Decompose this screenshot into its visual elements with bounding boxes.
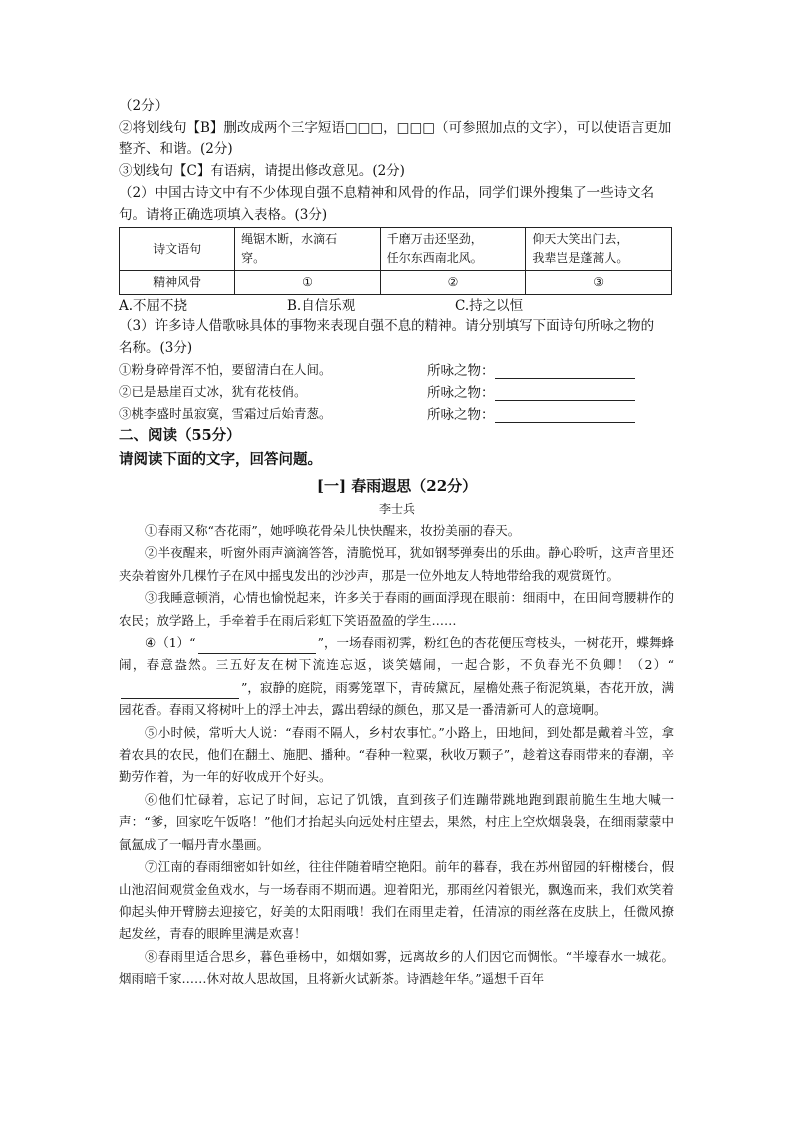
table-cell [235, 228, 381, 271]
option-b: B.自信乐观 [287, 298, 356, 314]
answer-blank[interactable] [495, 364, 635, 379]
poem-line: 绳锯木断，水滴石 [241, 232, 338, 246]
paragraph [119, 632, 674, 722]
question-text: 整齐、和谐。(2分) [119, 141, 233, 157]
paragraph: ⑧春雨里适合思乡，暮色垂杨中，如烟如雾，远离故乡的人们因它而惆怅。“半壕春水一城花。烟雨暗千家……休对故人思故国，且将新火试新茶。诗酒趁年华。”遥想千百年 [119, 948, 674, 987]
question-text: ③划线句【C】有语病，请提出修改意见。(2分) [119, 163, 405, 179]
paragraph-text: ④（1）“ [145, 635, 196, 651]
article-author: 李士兵 [378, 502, 415, 516]
answer-label: 所咏之物： [427, 385, 495, 401]
section-heading: 二、阅读（55分） [119, 427, 241, 444]
answer-field[interactable] [427, 403, 635, 423]
paragraph-text: ”，寂静的庭院，雨雾笼罩下，青砖黛瓦，屋檐处燕子衔泥筑巢，杏花开放，满园花香。春雨又将树叶上的浮土冲去，露出碧绿的颜色，那又是一番清新可人的意境啊。 [119, 679, 674, 718]
option-c: C.持之以恒 [455, 298, 524, 314]
answer-label: 所咏之物： [427, 363, 495, 379]
answer-blank[interactable] [495, 408, 635, 423]
question-text: 句。请将正确选项填入表格。(3分) [119, 207, 328, 223]
table-row [120, 228, 672, 271]
poem-line: ②已是悬崖百丈冰，犹有花枝俏。 [119, 384, 307, 399]
question-text: ②将划线句【B】删改成两个三字短语□□□，□□□（可参照加点的文字），可以使语言更加 [119, 120, 672, 136]
paragraph: ⑦江南的春雨细密如针如丝，往往伴随着晴空艳阳。前年的暮春，我在苏州留园的轩榭楼台，假山池沼间观赏金鱼戏水，与一场春雨不期而遇。迎着阳光，那雨丝闪着银光，飘逸而来，我们欢笑着仰起头伸开臂膀去迎接它，好美的太阳雨哦！我们在雨里走着，任清凉的雨丝落在皮肤上，任微风撩起发丝，青春的眼眸里满是欢喜！ [119, 859, 674, 942]
answer-label: 所咏之物： [427, 407, 495, 423]
question-text: （2）中国古诗文中有不少体现自强不息精神和风骨的作品，同学们课外搜集了一些诗文名 [119, 185, 655, 201]
score-note: （2分） [119, 98, 169, 114]
poem-line: ①粉身碎骨浑不怕，要留清白在人间。 [119, 362, 332, 377]
answer-cell[interactable]: ② [380, 271, 526, 295]
paragraph: ①春雨又称“杏花雨”，她呼唤花骨朵儿快快醒来，妆扮美丽的春天。 [145, 523, 521, 538]
paragraph-text: ”，一场春雨初霁，粉红色的杏花便压弯枝头，一树花开，蝶舞蜂闹，春意盎然。三五好友在树下流连忘返，谈笑嬉闹，一起合影，不负春光不负卿！（2）“ [119, 635, 674, 673]
poem-line: 我辈岂是蓬蒿人。 [532, 251, 629, 265]
poem-line: 仰天大笑出门去， [532, 232, 629, 246]
poem-line: 任尔东西南北风。 [386, 251, 483, 265]
table-cell [526, 228, 672, 271]
poem-line: ③桃李盛时虽寂寞，雪霜过后始青葱。 [119, 406, 332, 421]
answer-cell[interactable]: ③ [526, 271, 672, 295]
table-row [120, 271, 672, 295]
table-cell [380, 228, 526, 271]
poem-line: 穿。 [241, 251, 266, 265]
answer-cell[interactable]: ① [235, 271, 381, 295]
article-body [119, 520, 674, 991]
article-title: [一] 春雨遐思（22分） [316, 477, 478, 495]
fill-blank[interactable] [198, 639, 316, 654]
question-text: （3）许多诗人借歌咏具体的事物来表现自强不息的精神。请分别填写下面诗句所咏之物的 [119, 318, 655, 334]
poem-line: 千磨万击还坚劲， [386, 232, 483, 246]
answer-blank[interactable] [495, 386, 635, 401]
question-text: 名称。(3分) [119, 340, 193, 356]
paragraph: ②半夜醒来，听窗外雨声滴滴答答，清脆悦耳，犹如钢琴弹奏出的乐曲。静心聆听，这声音里还夹杂着窗外几棵竹子在风中摇曳发出的沙沙声，那是一位外地友人特地带给我的观赏斑竹。 [119, 545, 674, 583]
table-header-cell: 精神风骨 [120, 271, 235, 295]
option-a: A.不屈不挠 [119, 298, 188, 314]
fill-blank[interactable] [121, 684, 239, 699]
paragraph: ⑤小时候，常听大人说：“春雨不隔人，乡村农事忙。”小路上，田地间，到处都是戴着斗笠，拿着农具的农民，他们在翻土、施肥、播种。“春种一粒粟，秋收万颗子”，趁着这春雨带来的春潮，辛勤劳作着，为一年的好收成开个好头。 [119, 724, 674, 785]
paragraph: ③我睡意顿消，心情也愉悦起来，许多关于春雨的画面浮现在眼前：细雨中，在田间弯腰耕作的农民；放学路上，手牵着手在雨后彩虹下笑语盈盈的学生…… [119, 590, 674, 628]
poem-table [119, 227, 672, 295]
section-instruction: 请阅读下面的文字，回答问题。 [119, 451, 322, 468]
answer-field[interactable] [427, 381, 635, 401]
table-header-cell: 诗文语句 [120, 228, 235, 271]
answer-field[interactable] [427, 359, 635, 379]
paragraph: ⑥他们忙碌着，忘记了时间，忘记了饥饿，直到孩子们连蹦带跳地跑到跟前脆生生地大喊一声：“爹，回家吃午饭咯！”他们才抬起头向远处村庄望去，果然，村庄上空炊烟袅袅，在细雨蒙蒙中氤氲成了一幅丹青水墨画。 [119, 791, 674, 852]
